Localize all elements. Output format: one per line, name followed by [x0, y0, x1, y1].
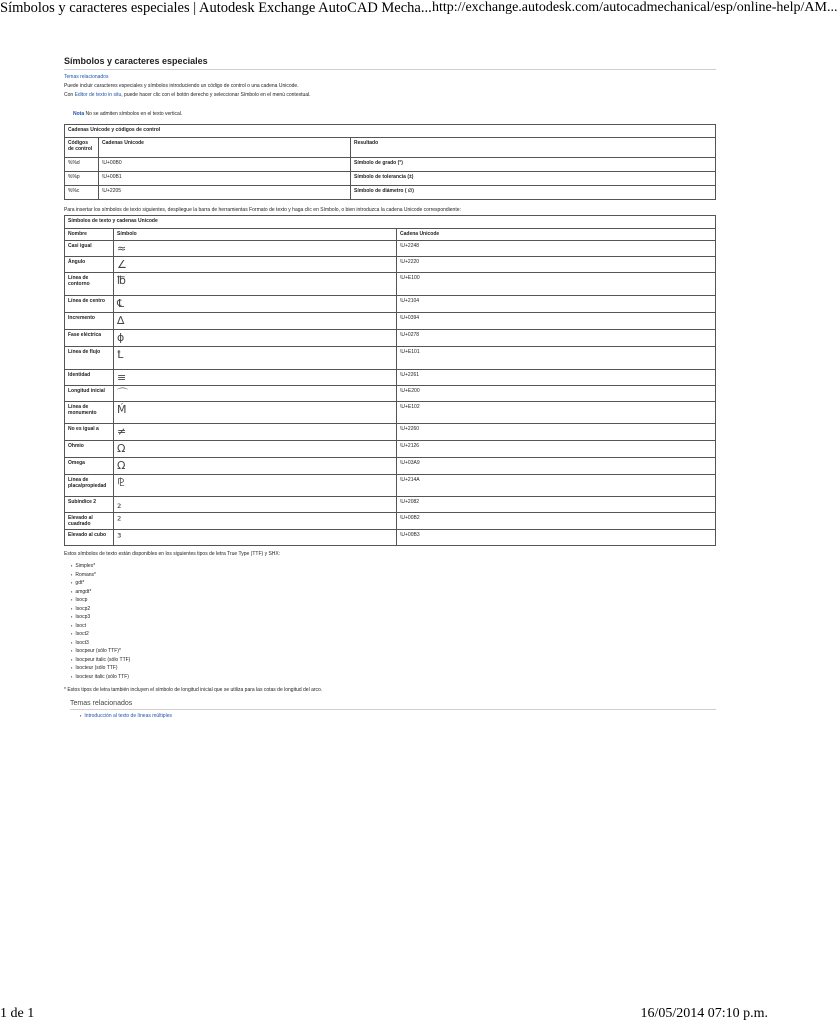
symbol-name: Línea de flujo — [65, 347, 114, 370]
table1-cell: Símbolo de diámetro ( ∅) — [351, 186, 716, 200]
table2-header-name: Nombre — [65, 229, 114, 241]
symbol-name: Línea de centro — [65, 296, 114, 313]
symbol-glyph: ⅊ — [114, 475, 397, 497]
table1-cell: %%p — [65, 172, 99, 186]
related-topics-list — [70, 713, 716, 719]
footnote: * Estos tipos de letra también incluyen el símbolo de longitud inicial que se utiliza para las cotas de longitud del arco. — [64, 687, 323, 693]
unicode-control-table — [64, 124, 716, 200]
table2-header-symbol: Símbolo — [114, 229, 397, 241]
list-item: ▪ Isocteur italic (sólo TTF) — [71, 673, 716, 682]
table1-cell: %%d — [65, 158, 99, 172]
symbol-unicode: \U+0394 — [397, 313, 716, 330]
table-row — [65, 313, 716, 330]
symbol-glyph: ₂ — [114, 497, 397, 513]
table-row — [65, 513, 716, 530]
symbol-name: Casi igual — [65, 241, 114, 257]
table-row — [65, 458, 716, 475]
table1-cell: Símbolo de grado (°) — [351, 158, 716, 172]
table-row — [65, 370, 716, 386]
symbol-name: Longitud inicial — [65, 386, 114, 402]
related-topics — [70, 700, 716, 719]
table2-caption: Símbolos de texto y cadenas Unicode — [65, 216, 716, 229]
symbol-unicode: \U+2104 — [397, 296, 716, 313]
insert-instructions: Para insertar los símbolos de texto siguientes, despliegue la barra de herramientas Formato de texto y haga clic en Símbolo, o bien introduzca la cadena Unicode correspondiente: — [64, 207, 461, 213]
table1-header-codes: Códigos de control — [65, 138, 99, 158]
fonts-intro: Estos símbolos de texto están disponibles en los siguientes tipos de letra True Type (TTF) y SHX: — [64, 551, 281, 557]
page-number: 1 de 1 — [0, 1006, 35, 1021]
symbol-glyph: ɸ — [114, 330, 397, 347]
symbol-unicode: \U+2248 — [397, 241, 716, 257]
list-item: ▪ Isoct — [71, 622, 716, 631]
editor-line — [64, 91, 716, 100]
table1-header-unicode: Cadenas Unicode — [99, 138, 351, 158]
table-row — [65, 158, 716, 172]
related-topics-link[interactable]: Temas relacionados — [64, 74, 109, 80]
editor-line-pre: Con — [64, 92, 75, 98]
table-row — [65, 257, 716, 273]
print-header-title: Símbolos y caracteres especiales | Autodesk Exchange AutoCAD Mecha... — [0, 0, 432, 16]
symbol-name: Incremento — [65, 313, 114, 330]
table1-cell: Símbolo de tolerancia (±) — [351, 172, 716, 186]
symbol-glyph: Ꝉ — [114, 347, 397, 370]
list-item: ▪ Romans* — [71, 571, 716, 580]
print-datetime: 16/05/2014 07:10 p.m. — [640, 1006, 768, 1021]
related-topics-title: Temas relacionados — [70, 700, 716, 710]
symbol-name: Omega — [65, 458, 114, 475]
symbol-unicode: \U+E200 — [397, 386, 716, 402]
table-row — [65, 497, 716, 513]
symbol-unicode: \U+03A9 — [397, 458, 716, 475]
table2-header-unicode: Cadena Unicode — [397, 229, 716, 241]
symbol-glyph: ≡ — [114, 370, 397, 386]
note-text: No se admiten símbolos en el texto vertical. — [84, 111, 183, 117]
symbol-unicode: \U+214A — [397, 475, 716, 497]
list-item: ▪ amgdt* — [71, 588, 716, 597]
note-label: Nota — [73, 111, 85, 117]
help-content — [64, 56, 716, 719]
table1-cell: \U+00B1 — [99, 172, 351, 186]
list-item — [80, 713, 716, 719]
symbol-name: No es igual a — [65, 424, 114, 441]
symbol-unicode: \U+00B3 — [397, 530, 716, 546]
list-item: ▪ Isocteur (sólo TTF) — [71, 664, 716, 673]
symbol-name: Subíndice 2 — [65, 497, 114, 513]
symbol-name: Ángulo — [65, 257, 114, 273]
symbol-glyph: ∠ — [114, 257, 397, 273]
table-row — [65, 475, 716, 497]
symbol-glyph: ∆ — [114, 313, 397, 330]
list-item: ▪ Simplex* — [71, 562, 716, 571]
symbol-glyph: Ḿ — [114, 402, 397, 424]
symbol-unicode: \U+2220 — [397, 257, 716, 273]
list-item: ▪ Isocpeur italic (sólo TTF) — [71, 656, 716, 665]
related-topic-link[interactable]: Introducción al texto de líneas múltiples — [84, 713, 172, 719]
symbol-glyph: ≠ — [114, 424, 397, 441]
print-footer — [0, 1006, 768, 1024]
list-item: ▪ Isocp3 — [71, 613, 716, 622]
symbol-unicode: \U+2261 — [397, 370, 716, 386]
symbol-name: Ohmio — [65, 441, 114, 458]
symbol-unicode: \U+E100 — [397, 273, 716, 296]
table-row — [65, 424, 716, 441]
table-row — [65, 172, 716, 186]
symbol-unicode: \U+2082 — [397, 497, 716, 513]
page-title: Símbolos y caracteres especiales — [64, 56, 716, 70]
table-row — [65, 330, 716, 347]
list-item: ▪ Isoct2 — [71, 630, 716, 639]
table-row — [65, 402, 716, 424]
table1-cell: %%c — [65, 186, 99, 200]
symbol-name: Fase eléctrica — [65, 330, 114, 347]
table1-cell: \U+00B0 — [99, 158, 351, 172]
symbol-name: Línea de monumento — [65, 402, 114, 424]
symbol-glyph: ≈ — [114, 241, 397, 257]
table-row — [65, 241, 716, 257]
symbol-unicode: \U+2126 — [397, 441, 716, 458]
table1-header-result: Resultado — [351, 138, 716, 158]
list-item: ▪ Isocpeur (sólo TTF)* — [71, 647, 716, 656]
note — [73, 111, 716, 117]
symbol-name: Identidad — [65, 370, 114, 386]
list-item: ▪ Isoct3 — [71, 639, 716, 648]
list-item: ▪ Isocp — [71, 596, 716, 605]
table-row — [65, 347, 716, 370]
symbol-name: Línea de contorno — [65, 273, 114, 296]
print-header-url: http://exchange.autodesk.com/autocadmechanical/esp/online-help/AM... — [432, 0, 837, 15]
editor-line-post: , puede hacer clic con el botón derecho y seleccionar Símbolo en el menú contextual. — [121, 92, 311, 98]
list-item: ▪ gdt* — [71, 579, 716, 588]
symbol-unicode: \U+2260 — [397, 424, 716, 441]
symbol-unicode: \U+00B2 — [397, 513, 716, 530]
symbol-unicode: \U+0278 — [397, 330, 716, 347]
table-row — [65, 386, 716, 402]
table1-caption: Cadenas Unicode y códigos de control — [65, 125, 716, 138]
table-row — [65, 441, 716, 458]
symbol-glyph: ℔ — [114, 273, 397, 296]
table1-cell: \U+2205 — [99, 186, 351, 200]
font-list — [64, 562, 716, 681]
list-item: ▪ Isocp2 — [71, 605, 716, 614]
table-row — [65, 273, 716, 296]
table-row — [65, 186, 716, 200]
symbol-glyph: Ω — [114, 441, 397, 458]
symbol-name: Elevado al cubo — [65, 530, 114, 546]
intro-text: Puede incluir caracteres especiales y símbolos introduciendo un código de control o una cadena Unicode. — [64, 83, 299, 89]
symbol-glyph: ℄ — [114, 296, 397, 313]
symbol-unicode: \U+E102 — [397, 402, 716, 424]
symbol-name: Elevado al cuadrado — [65, 513, 114, 530]
symbol-name: Línea de placa/propiedad — [65, 475, 114, 497]
symbol-glyph: Ω — [114, 458, 397, 475]
editor-link[interactable]: Editor de texto in situ — [74, 92, 122, 98]
print-header — [0, 0, 837, 20]
symbol-glyph: ³ — [114, 530, 397, 546]
table-row — [65, 296, 716, 313]
symbol-glyph: ² — [114, 513, 397, 530]
text-symbols-table — [64, 215, 716, 546]
symbol-unicode: \U+E101 — [397, 347, 716, 370]
table-row — [65, 530, 716, 546]
symbol-glyph: ⌒ — [114, 386, 397, 402]
